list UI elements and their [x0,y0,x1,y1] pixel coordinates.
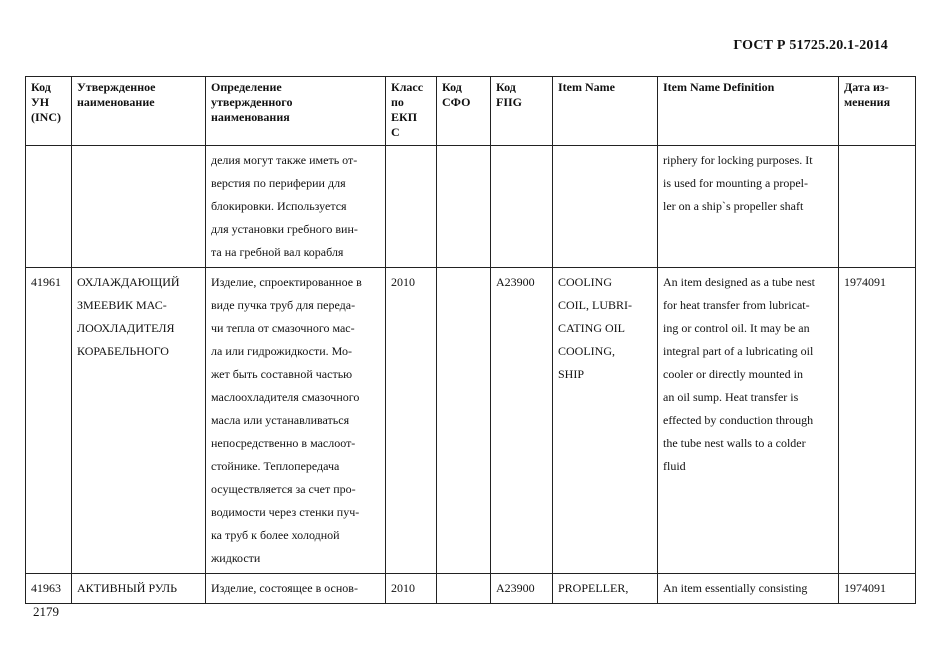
header-sfo-code: Код СФО [437,77,491,146]
cell-item-definition: An item essentially consisting [658,574,839,604]
catalog-table [25,76,916,604]
table-row [26,146,916,268]
cell-inc: 41961 [26,268,72,574]
cell-class: 2010 [386,268,437,574]
cell-item-definition: An item designed as a tube nest for heat transfer from lubricat- ing or control oil. It may be an integral part of a lubricating oil cooler or directly mounted in an oil sump. Heat transfer is effected by conduction through the tube nest walls to a colder fluid [658,268,839,574]
cell-class: 2010 [386,574,437,604]
table-row [26,268,916,574]
cell-approved-name: ОХЛАЖДАЮЩИЙ ЗМЕЕВИК МАС- ЛООХЛАДИТЕЛЯ КОРАБЕЛЬНОГО [72,268,206,574]
cell-date: 1974091 [839,268,916,574]
cell-inc [26,146,72,268]
header-change-date: Дата из- менения [839,77,916,146]
cell-item-name: COOLING COIL, LUBRI- CATING OIL COOLING, SHIP [553,268,658,574]
header-inc-code: Код УН (INC) [26,77,72,146]
header-item-name: Item Name [553,77,658,146]
cell-sfo [437,268,491,574]
cell-sfo [437,146,491,268]
cell-fiig: A23900 [491,574,553,604]
cell-date [839,146,916,268]
cell-approved-name [72,146,206,268]
header-fiig-code: Код FIIG [491,77,553,146]
cell-approved-name: АКТИВНЫЙ РУЛЬ [72,574,206,604]
cell-item-name [553,146,658,268]
cell-fiig [491,146,553,268]
table-row [26,574,916,604]
header-approved-name: Утвержденное наименование [72,77,206,146]
page-number: 2179 [33,604,59,619]
cell-definition: Изделие, состоящее в основ- [206,574,386,604]
cell-sfo [437,574,491,604]
cell-definition: делия могут также иметь от- верстия по периферии для блокировки. Используется для установки гребного вин- та на гребной вал корабля [206,146,386,268]
cell-item-name: PROPELLER, [553,574,658,604]
cell-fiig: A23900 [491,268,553,574]
cell-item-definition: riphery for locking purposes. It is used for mounting a propel- ler on a ship`s propeller shaft [658,146,839,268]
document-standard-number: ГОСТ Р 51725.20.1-2014 [733,38,888,53]
header-ekps-class: Класс по ЕКП С [386,77,437,146]
header-name-definition: Определение утвержденного наименования [206,77,386,146]
cell-definition: Изделие, спроектированное в виде пучка труб для переда- чи тепла от смазочного мас- ла или гидрожидкости. Мо- жет быть составной частью маслоохладителя смазочного масла или устанавливаться непосредственно в маслоот- стойнике. Теплопередача осуществляется за счет про- водимости через стенки пуч- ка труб к более холодной жидкости [206,268,386,574]
table-header-row [26,77,916,146]
cell-inc: 41963 [26,574,72,604]
header-item-name-definition: Item Name Definition [658,77,839,146]
cell-class [386,146,437,268]
cell-date: 1974091 [839,574,916,604]
